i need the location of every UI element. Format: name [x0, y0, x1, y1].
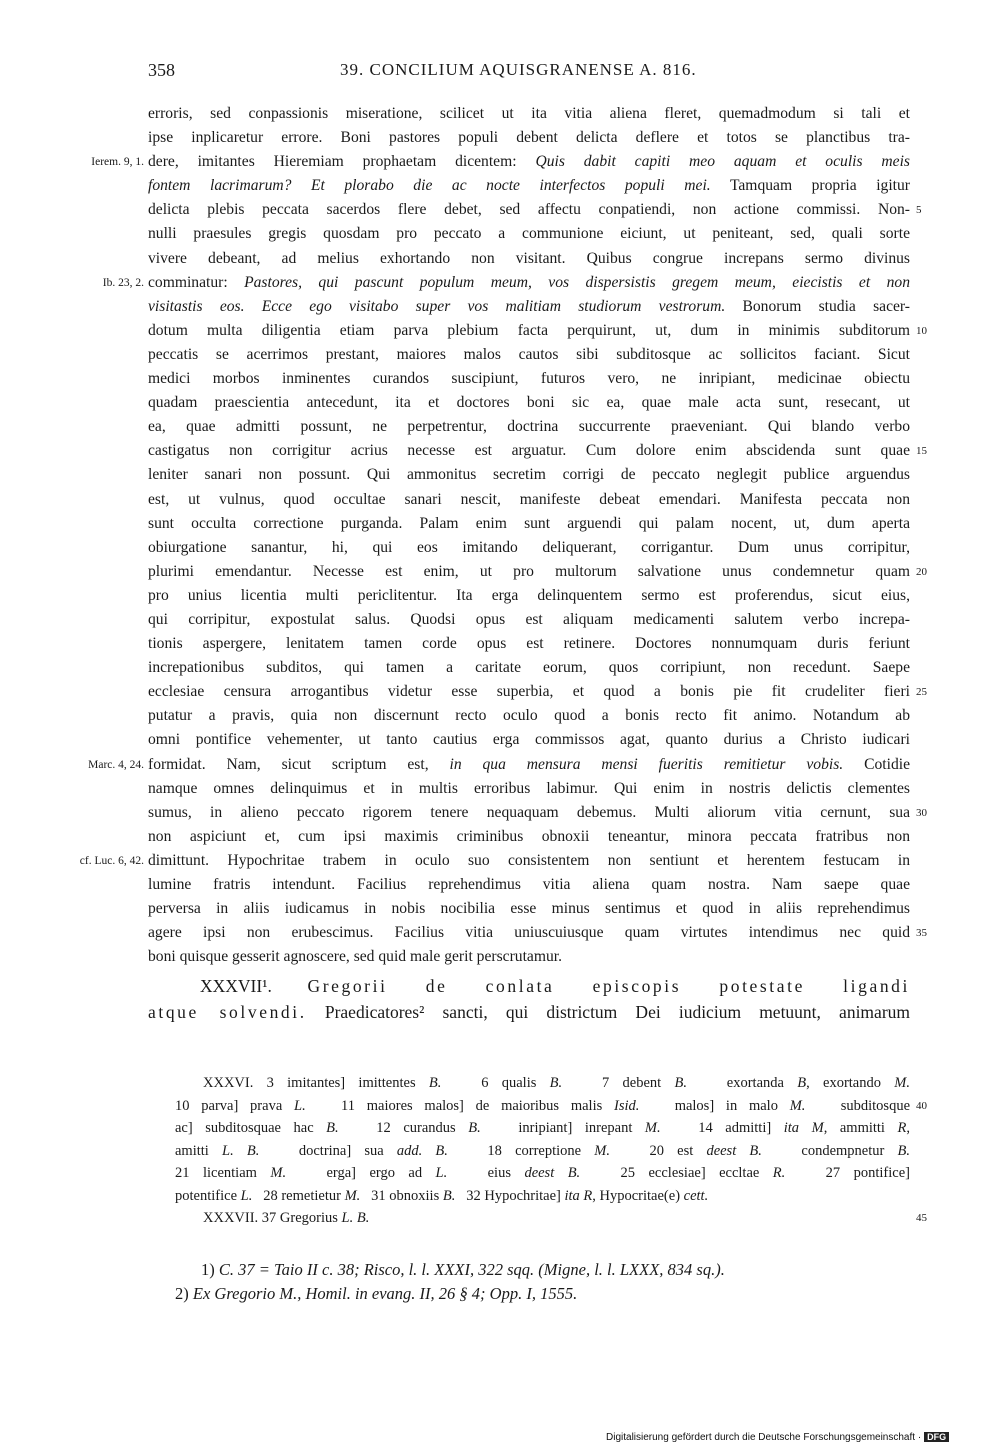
footnote: 2) Ex Gregorio M., Homil. in evang. II, 26 § 4; Opp. I, 1555. [175, 1284, 578, 1303]
running-title: 39. CONCILIUM AQUISGRANENSE A. 816. [340, 60, 697, 79]
text-line: qui corripitur, expostulat salus. Quodsi opus est aliquam medicamenti salutem verbo increpa- [148, 610, 910, 628]
funding-note [606, 1432, 949, 1443]
text-line: leniter sanari non possunt. Qui ammonitus secretim corrigi de peccato neglegit publice arguendus [148, 466, 910, 484]
line-number: 15 [916, 445, 927, 458]
text-line: boni quisque gesserit agnoscere, sed quid male gerit perscrutamur. [148, 948, 562, 966]
text-line: nulli praesules gregis quosdam pro peccato a communione eiciunt, ut peniteant, sed, quali sorte [148, 225, 910, 243]
margin-reference: cf. Luc. 6, 42. [79, 855, 144, 868]
apparatus-line: potentifice L. 28 remetietur M. 31 obnoxiis B. 32 Hypochritae] ita R, Hypocritae(e) cett. [175, 1187, 709, 1204]
text-line: plurimi emendantur. Necesse est enim, ut pro multorum salvatione unus condemnetur quam [148, 562, 910, 580]
text-line: perversa in aliis iudicamus in nobis nocibilia esse minus sentimus et quod in aliis reprehendimus [148, 900, 910, 918]
apparatus-line: 10 parva] prava L. 11 maiores malos] de maioribus malis Isid. malos] in malo M. subditosque [175, 1097, 911, 1114]
text-line: medici morbos inminentes curandos suscipiunt, futuros vero, ne inripiant, medicinae obiectu [148, 370, 910, 388]
text-line: ipse inplicaretur errore. Boni pastores populi debent delicta deflere et totos se planctibus tra- [148, 129, 910, 147]
funding-note-text: Digitalisierung gefördert durch die Deutsche Forschungsgemeinschaft · [606, 1432, 922, 1443]
apparatus-line: XXXVI. 3 imitantes] imittentes B. 6 qualis B. 7 debent B. exortanda B, exortando M. [203, 1075, 910, 1091]
text-line: castigatus non corrigitur acrius necesse est arguatur. Cum dolore enim abscidenda sunt quae [148, 442, 910, 460]
apparatus-line: ac] subditosquae hac B. 12 curandus B. inripiant] inrepant M. 14 admitti] ita M, ammitti R, [175, 1120, 910, 1136]
footnote: 1) C. 37 = Taio II c. 38; Risco, l. l. XXXI, 322 sqq. (Migne, l. l. LXXX, 834 sq.). [201, 1260, 725, 1279]
text-line: lumine fratris intendunt. Facilius reprehendimus vitia aliena quam nostra. Nam saepe quae [148, 876, 910, 893]
text-line: tionis aspergere, lenitatem tamen corde opus est retinere. Doctores nonnumquam duris feriunt [148, 635, 910, 653]
line-number: 20 [916, 565, 927, 578]
line-number: 45 [916, 1212, 927, 1224]
line-number: 10 [916, 324, 927, 337]
main-text [148, 102, 910, 1025]
text-line: agere ipsi non erubescimus. Facilius vitia uniuscuiusque quam virtutes intendimus nec quid [148, 924, 910, 942]
line-number: 25 [916, 686, 927, 699]
line-number: 5 [916, 204, 922, 217]
text-line: dimittunt. Hypochritae trabem in oculo suo consistentem non sentiunt et herentem festucam in [148, 851, 910, 869]
text-line: non aspiciunt et, cum ipsi maximis criminibus obnoxii teneantur, minora peccata fratribus non [148, 827, 910, 845]
chapter-heading-line: atque solvendi. Praedicatores² sancti, qui districtum Dei iudicium metuunt, animarum [148, 1002, 911, 1023]
text-line: sumus, in alieno peccato rigorem tenere nequaquam debemus. Multi aliorum vitia cernunt, sua [148, 803, 910, 821]
line-number: 40 [916, 1099, 927, 1112]
text-line: ea, quae admitti possunt, ne perpetrentur, doctrina succurrente praeveniant. Qui blando verbo [148, 418, 910, 436]
text-line: obiurgatione sanantur, hi, qui eos imitando deliquerant, corrigantur. Dum unus corripitur, [148, 538, 910, 556]
text-line: quadam praescientia antecedunt, ita et doctores boni sic ea, quae male acta sunt, resecant, ut [148, 394, 910, 412]
apparatus-line: XXXVII. 37 Gregorius L. B. [203, 1210, 370, 1226]
text-line: est, ut vulnus, quod occultae sanari nescit, manifeste debeat emendari. Manifesta peccata non [148, 490, 910, 508]
text-line: delicta plebis peccata sacerdos flere debet, sed affectu conpatiendi, non actione commissi. Non- [148, 201, 910, 219]
text-line: peccatis se acerrimos prestant, maiores malos cautos sibi subditosque ac sollicitos faciant. Sicut [148, 345, 910, 363]
text-line: pro unius licentia multi periclitentur. Ita erga delinquentem sermo est proferendus, sicut eius, [148, 586, 910, 604]
text-line: putatur a pravis, quia non discernunt recto oculo quod a bonis recto fit animo. Notandum ab [148, 707, 910, 725]
text-line: dere, imitantes Hieremiam prophaetam dicentem: Quis dabit capiti meo aquam et oculis meis [148, 153, 910, 171]
page-number: 358 [148, 60, 175, 80]
text-line: visitastis eos. Ecce ego visitabo super vos malitiam studiorum vestrorum. Bonorum studia sacer- [148, 297, 910, 315]
text-line: vivere debeant, ad melius exhortando non visitant. Quibus congrue increpans sermo divinus [148, 249, 910, 267]
line-number: 35 [916, 927, 927, 940]
margin-reference: Ierem. 9, 1. [91, 156, 144, 169]
chapter-heading-line: XXXVII¹. Gregorii de conlata episcopis potestate ligandi [200, 976, 910, 997]
margin-reference: Marc. 4, 24. [88, 758, 144, 771]
apparatus-line: amitti L. B. doctrina] sua add. B. 18 correptione M. 20 est deest B. condempnetur B. [175, 1142, 910, 1159]
text-line: ecclesiae censura arrogantibus videtur esse superbia, et quod a bonis pie fit crudeliter fieri [148, 683, 910, 701]
text-line: omni pontifice vehementer, ut tanto cautius erga commissos agat, quanto durius a Christo iudicari [148, 731, 910, 749]
apparatus-line: 21 licentiam M. erga] ergo ad L. eius deest B. 25 ecclesiae] eccltae R. 27 pontifice] [175, 1165, 910, 1181]
text-line: sunt occulta correctione purganda. Palam enim sunt arguendi qui palam nocent, ut, dum aperta [148, 514, 910, 532]
footnotes [175, 1258, 725, 1306]
text-line: fontem lacrimarum? Et plorabo die ac nocte interfectos populi mei. Tamquam propria igitur [148, 177, 910, 195]
text-line: erroris, sed conpassionis miseratione, scilicet ut ita vitia aliena fleret, quemadmodum si tali et [148, 105, 910, 122]
text-line: formidat. Nam, sicut scriptum est, in qua mensura mensi fueritis remitietur vobis. Cotidie [148, 755, 911, 773]
line-number: 30 [916, 806, 927, 819]
margin-reference: Ib. 23, 2. [102, 276, 144, 289]
critical-apparatus [175, 1072, 910, 1230]
dfg-logo: DFG [924, 1432, 949, 1442]
text-line: increpationibus subditos, qui tamen a caritate eorum, quos corripiunt, non recedunt. Saepe [148, 659, 910, 677]
text-line: dotum multa diligentia etiam parva plebium facta perquirunt, ut, dum in minimis subditorum [148, 321, 910, 339]
text-line: comminatur: Pastores, qui pascunt populum meum, vos dispersistis gregem meum, eiecistis et non [148, 273, 910, 291]
text-line: namque omnes delinquimus et in multis erroribus labimur. Qui enim in nostris delictis clementes [148, 779, 910, 797]
